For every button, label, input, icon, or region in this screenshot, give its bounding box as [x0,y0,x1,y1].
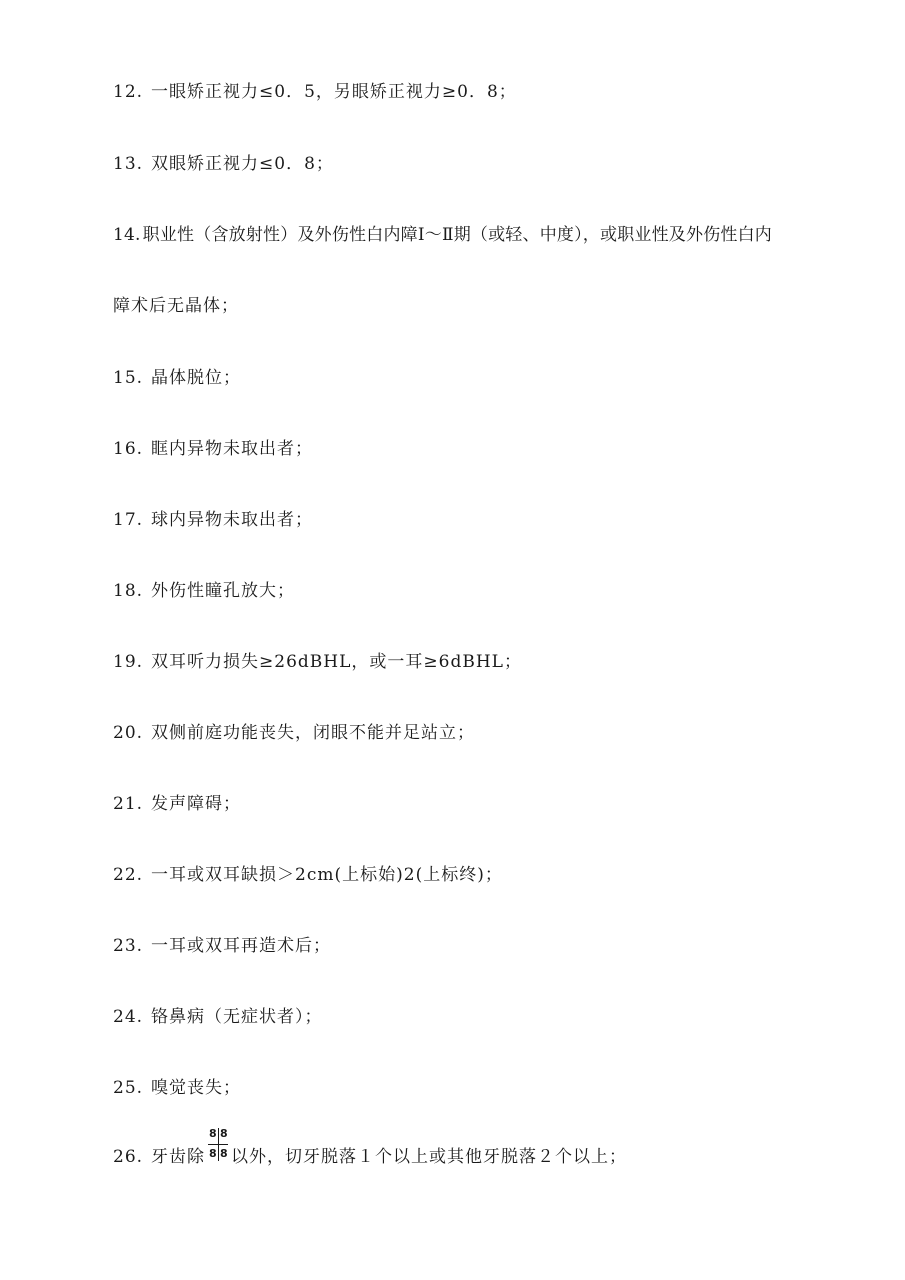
tooth-upper-left: 8 [209,1127,217,1140]
item-text-prefix: 牙齿除 [151,1147,206,1167]
item-number: 20. [113,723,144,743]
list-item [113,509,313,531]
item-text: 一眼矫正视力≤0．5，另眼矫正视力≥0．8； [151,82,517,102]
item-text: 外伤性瞳孔放大； [151,581,296,601]
list-item [113,438,313,460]
item-number: 21. [113,794,144,814]
item-number: 25. [113,1078,144,1098]
item-number: 15. [113,368,144,388]
item-text: 发声障碍； [151,794,242,814]
list-item [113,935,331,957]
item-text: 职业性（含放射性）及外伤性白内障Ⅰ～Ⅱ期（或轻、中度），或职业性及外伤性白内 [142,225,773,245]
item-number: 17. [113,510,144,530]
item-text: 球内异物未取出者； [151,510,314,530]
list-item [113,864,503,886]
item-number: 12. [113,82,144,102]
list-item [113,651,522,673]
item-number: 13. [113,154,144,174]
item-text: 障术后无晶体； [113,296,239,316]
item-number: 24. [113,1007,144,1027]
list-item [113,1127,628,1168]
list-item [113,722,475,744]
item-text: 铬鼻病（无症状者）； [151,1007,323,1027]
tooth-upper-right: 8 [220,1127,228,1140]
list-item [113,224,772,246]
dental-formula-horizontal-line [208,1144,228,1145]
tooth-lower-left: 8 [209,1147,217,1160]
list-item [113,793,241,815]
list-item [113,81,517,103]
item-text: 双眼矫正视力≤0．8； [151,154,334,174]
list-item [113,367,241,389]
item-number: 14. [113,225,141,245]
tooth-lower-right: 8 [220,1147,228,1160]
item-number: 22. [113,865,144,885]
list-item [113,153,334,175]
item-text: 晶体脱位； [151,368,242,388]
list-item [113,1077,241,1099]
list-item [113,580,295,602]
item-text: 一耳或双耳缺损＞2cm(上标始)2(上标终)； [151,865,503,885]
item-text: 嗅觉丧失； [151,1078,242,1098]
item-text: 双侧前庭功能丧失，闭眼不能并足站立； [151,723,476,743]
item-number: 23. [113,936,144,956]
item-text: 双耳听力损失≥26dBHL，或一耳≥6dBHL； [151,652,522,672]
list-item-continuation [113,295,239,317]
item-number: 26. [113,1147,144,1167]
item-number: 16. [113,439,144,459]
list-item [113,1006,323,1028]
item-number: 19. [113,652,144,672]
dental-formula-icon [208,1126,228,1164]
item-text: 一耳或双耳再造术后； [151,936,332,956]
item-text: 眶内异物未取出者； [151,439,314,459]
item-text-suffix: 以外，切牙脱落１个以上或其他牙脱落２个以上； [231,1147,628,1167]
item-number: 18. [113,581,144,601]
